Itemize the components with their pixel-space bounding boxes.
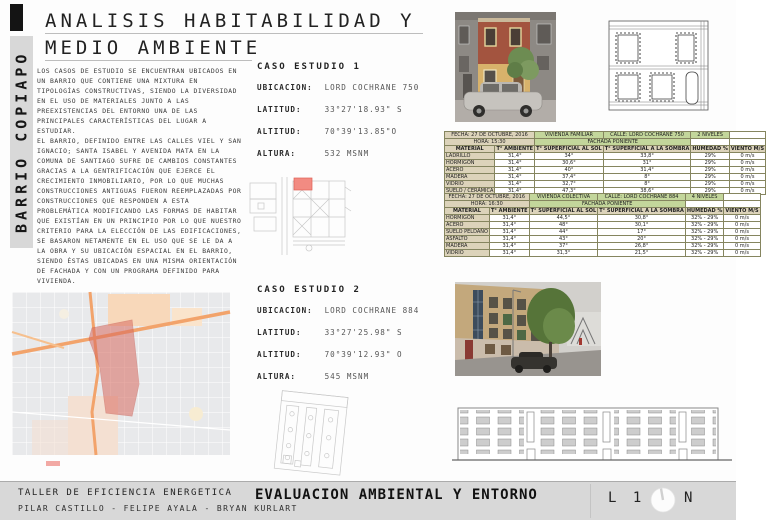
table-cell: 2 NIVELES: [691, 132, 730, 139]
table-cell: 8°: [603, 181, 691, 188]
table-cell: HORA: 16:30: [445, 201, 530, 208]
field-label: UBICACION:: [257, 83, 313, 92]
page-title-line1: ANALISIS HABITABILIDAD Y: [45, 10, 416, 32]
table-cell: 32,7°: [535, 181, 604, 188]
table-cell: 32% - 29%: [685, 250, 724, 257]
table-cell: FACHADA PONIENTE: [535, 139, 691, 146]
table-cell: 32% - 29%: [685, 229, 724, 236]
table-cell: T° SUPERFICIAL AL SOL: [536, 146, 602, 152]
table-cell: 37,4°: [535, 174, 604, 181]
field-label: ALTURA:: [257, 372, 297, 381]
field-label: ALTITUD:: [257, 350, 302, 359]
table-cell: 29%: [691, 174, 730, 181]
field-value: 532 MSNM: [324, 149, 370, 158]
table-cell: LADRILLO: [445, 153, 495, 160]
table-cell: 31,4°: [489, 215, 529, 222]
black-marker: [10, 4, 23, 31]
table-cell: [724, 194, 760, 201]
table-cell: 31°: [603, 160, 691, 167]
caso2-latitud: [257, 328, 452, 337]
table-cell: 32% - 29%: [685, 243, 724, 250]
table-cell: CALLE: LORD COCHRANE 884: [598, 194, 686, 201]
caso1-floor-plan: [608, 20, 710, 112]
table-cell: 30,6°: [535, 160, 604, 167]
table-cell: 40°: [535, 167, 604, 174]
table-cell: 31,4°: [495, 188, 535, 195]
table-cell: ASFALTO: [445, 236, 490, 243]
table-cell: FACHADA PONIENTE: [529, 201, 685, 208]
field-value: LORD COCHRANE 884: [324, 306, 420, 315]
table-cell: 0 m/s: [729, 174, 765, 181]
field-value: LORD COCHRANE 750: [324, 83, 420, 92]
footer-course: TALLER DE EFICIENCIA ENERGETICA: [18, 488, 233, 498]
table-cell: 8°: [603, 174, 691, 181]
field-value: 33°27'18.93" S: [324, 105, 403, 114]
table-cell: 0 m/s: [729, 181, 765, 188]
table-cell: FECHA: 27 DE OCTUBRE, 2016: [445, 194, 530, 201]
page-title-line2: MEDIO AMBIENTE: [45, 37, 262, 59]
table-cell: 31,4°: [489, 243, 529, 250]
field-value: 545 MSNM: [324, 372, 370, 381]
table-cell: HUMEDAD %: [686, 208, 723, 214]
north-compass-icon: [648, 485, 678, 515]
table-cell: ACERO: [445, 222, 490, 229]
table-cell: VIENTO M/S: [725, 208, 759, 214]
intro-paragraph-1: LOS CASOS DE ESTUDIO SE ENCUENTRAN UBICADOS EN UN BARRIO QUE CONTIENE UNA MIXTURA EN TIPOLOGÍAS CONSTRUCTIVAS, SIENDO LA DIVERSIDAD EN EL USO DE MATERIALES JUNTO A LAS PREEXISTENCIAS DEL ENTORNO UNA DE LAS PRINCIPALES CARACTERÍSTICAS DEL LUGAR A ESTUDIAR.: [37, 67, 237, 135]
field-value: 70°39'13.85"O: [324, 127, 398, 136]
table-cell: 0 m/s: [729, 160, 765, 167]
table-cell: 31,4°: [495, 167, 535, 174]
site-plan-2: [262, 388, 362, 480]
caso2-altitud: [257, 350, 452, 359]
table-cell: 0 m/s: [724, 229, 760, 236]
sheet-number: L 1: [608, 490, 646, 506]
table-cell: 30,8°: [598, 215, 686, 222]
table-cell: 0 m/s: [729, 153, 765, 160]
env-table-caso1: [444, 131, 766, 195]
barrio-vertical-label: BARRIO COPIAPO: [10, 36, 33, 248]
table-cell: 0 m/s: [724, 243, 760, 250]
table-cell: HUMEDAD %: [692, 146, 728, 152]
table-cell: 31,4°: [489, 250, 529, 257]
field-label: ALTITUD:: [257, 127, 302, 136]
caso2-photo: [455, 282, 601, 376]
intro-text: [37, 66, 243, 286]
caso1-photo: [455, 12, 556, 122]
table-cell: 31,4°: [489, 229, 529, 236]
table-cell: 0 m/s: [724, 250, 760, 257]
table-cell: T° AMBIENTE: [496, 146, 534, 152]
table-cell: [729, 132, 765, 139]
table-cell: T° SUPERFICIAL AL SOL: [530, 208, 597, 214]
env-table-caso2: [444, 193, 761, 257]
intro-paragraph-2: EL BARRIO, DEFINIDO ENTRE LAS CALLES VIEL Y SAN IGNACIO; SANTA ISABEL Y AVENIDA MATA EN LA COMUNA DE SANTIAGO SUFRE DE CAMBIOS CONSTANTES GRACIAS A LA GENTRIFICACIÓN QUE EJERCE EL CRECIMIENTO INMOBILIARIO, POR LO QUE MUCHAS CONSTRUCCIONES ANTIGUAS FUERON REEMPLAZADAS POR CONSTRUCCIONES QUE RESPONDEN A ESTA PROBLEMÁTICA MODIFICANDO LAS FORMAS DE HABITAR QUE EXISTÍAN EN UN PRINCIPIO POR LO QUE NUESTRO CRITERIO PARA LA ELECCIÓN DE LAS EDIFICACIONES, SE BASARON NETAMENTE EN EL USO QUE SE LE DA A LA OBRA Y SU UBICACIÓN ESPACIAL EN EL BARRIO, SIENDO ÉSTAS UBICADAS EN UNA MISMA ORIENTACIÓN DE FACHADA Y CON UN PROGRAMA DEFINIDO PARA VIVIENDA.: [37, 137, 242, 285]
caso1-altitud: [257, 127, 452, 136]
table-cell: SUELO / CERÁMICA: [446, 188, 494, 194]
table-cell: 48°: [529, 222, 598, 229]
table-cell: 44,5°: [529, 215, 598, 222]
table-cell: VIDRIO: [445, 250, 490, 257]
footer-bar: [0, 481, 736, 520]
field-label: LATITUD:: [257, 328, 302, 337]
table-cell: HORMIGÓN: [445, 160, 495, 167]
table-cell: VIDRIO: [445, 181, 495, 188]
env-table: [444, 193, 761, 257]
table-cell: 47,3°: [535, 188, 604, 195]
title-rule-1: [45, 33, 423, 34]
title-rule-2: [45, 60, 252, 61]
table-cell: 29%: [691, 153, 730, 160]
table-cell: ACERO: [445, 167, 495, 174]
table-cell: HORA: 15:30: [445, 139, 535, 146]
table-cell: 31,4°: [489, 222, 529, 229]
table-cell: 31,4°: [495, 160, 535, 167]
table-cell: 29%: [691, 167, 730, 174]
table-cell: 32% - 29%: [685, 215, 724, 222]
table-cell: 29%: [691, 181, 730, 188]
table-cell: 21,5°: [598, 250, 686, 257]
map-legend-swatch: [46, 461, 60, 466]
table-cell: [729, 139, 765, 146]
table-cell: 31,4°: [495, 181, 535, 188]
table-cell: T° SUPERFICIAL A LA SOMBRA: [599, 208, 684, 214]
table-cell: 20°: [598, 236, 686, 243]
table-cell: 26,8°: [598, 243, 686, 250]
table-cell: MATERIAL: [445, 146, 495, 153]
table-cell: 29%: [691, 188, 730, 195]
table-cell: MADERA: [445, 243, 490, 250]
table-cell: [691, 139, 730, 146]
table-cell: 38,6°: [603, 188, 691, 195]
caso2-elevation: [452, 404, 732, 470]
north-label: N: [684, 490, 693, 506]
table-cell: 33,8°: [603, 153, 691, 160]
table-cell: 17°: [598, 229, 686, 236]
caso1-heading: CASO ESTUDIO 1: [257, 62, 361, 72]
table-cell: 0 m/s: [729, 188, 765, 195]
table-cell: 37°: [529, 243, 598, 250]
table-cell: 4 NIVELES: [685, 194, 724, 201]
caso1-parcel-highlight: [294, 178, 312, 190]
table-cell: 43°: [529, 236, 598, 243]
table-cell: 31,4°: [495, 153, 535, 160]
field-label: UBICACION:: [257, 306, 313, 315]
table-cell: MATERIAL: [445, 208, 490, 215]
caso-estudio-2: [257, 285, 452, 394]
caso1-latitud: [257, 105, 452, 114]
table-cell: HORMIGÓN: [445, 215, 490, 222]
table-cell: 34°: [535, 153, 604, 160]
table-cell: SUELO PELDAÑO: [446, 229, 488, 235]
table-cell: VIVIENDA FAMILIAR: [535, 132, 604, 139]
table-cell: [685, 201, 724, 208]
field-value: 70°39'12.93" O: [324, 350, 403, 359]
table-cell: VIENTO M/S: [730, 146, 765, 152]
caso1-ubicacion: [257, 83, 452, 92]
table-cell: 0 m/s: [724, 236, 760, 243]
table-cell: 31,3°: [529, 250, 598, 257]
caso2-altura: [257, 372, 452, 381]
table-cell: 31,4°: [489, 236, 529, 243]
table-cell: CALLE: LORD COCHRANE 750: [603, 132, 691, 139]
site-plan-1: [249, 177, 351, 255]
table-cell: 29%: [691, 160, 730, 167]
table-cell: VIVIENDA COLECTIVA: [529, 194, 598, 201]
table-cell: 31,4°: [603, 167, 691, 174]
table-cell: T° AMBIENTE: [490, 208, 528, 214]
caso1-altura: [257, 149, 452, 158]
table-cell: 0 m/s: [724, 222, 760, 229]
table-cell: 31,4°: [495, 174, 535, 181]
caso2-ubicacion: [257, 306, 452, 315]
caso2-heading: CASO ESTUDIO 2: [257, 285, 361, 295]
table-cell: [724, 201, 760, 208]
field-label: LATITUD:: [257, 105, 302, 114]
env-table: [444, 131, 766, 195]
table-cell: FECHA: 27 DE OCTUBRE, 2016: [445, 132, 535, 139]
footer-divider: [590, 484, 591, 518]
barrio-map: [12, 292, 230, 455]
footer-sheet-title: EVALUACION AMBIENTAL Y ENTORNO: [255, 487, 538, 503]
table-cell: T° SUPERFICIAL A LA SOMBRA: [604, 146, 690, 152]
table-cell: 0 m/s: [724, 215, 760, 222]
field-value: 33°27'25.98" S: [324, 328, 403, 337]
field-label: ALTURA:: [257, 149, 297, 158]
table-cell: 32% - 29%: [685, 236, 724, 243]
table-cell: 30,1°: [598, 222, 686, 229]
footer-authors: PILAR CASTILLO - FELIPE AYALA - BRYAN KURLART: [18, 504, 298, 513]
table-cell: 44°: [529, 229, 598, 236]
caso-estudio-1: [257, 62, 452, 171]
table-cell: MADERA: [445, 174, 495, 181]
table-cell: 32% - 29%: [685, 222, 724, 229]
table-cell: 0 m/s: [729, 167, 765, 174]
